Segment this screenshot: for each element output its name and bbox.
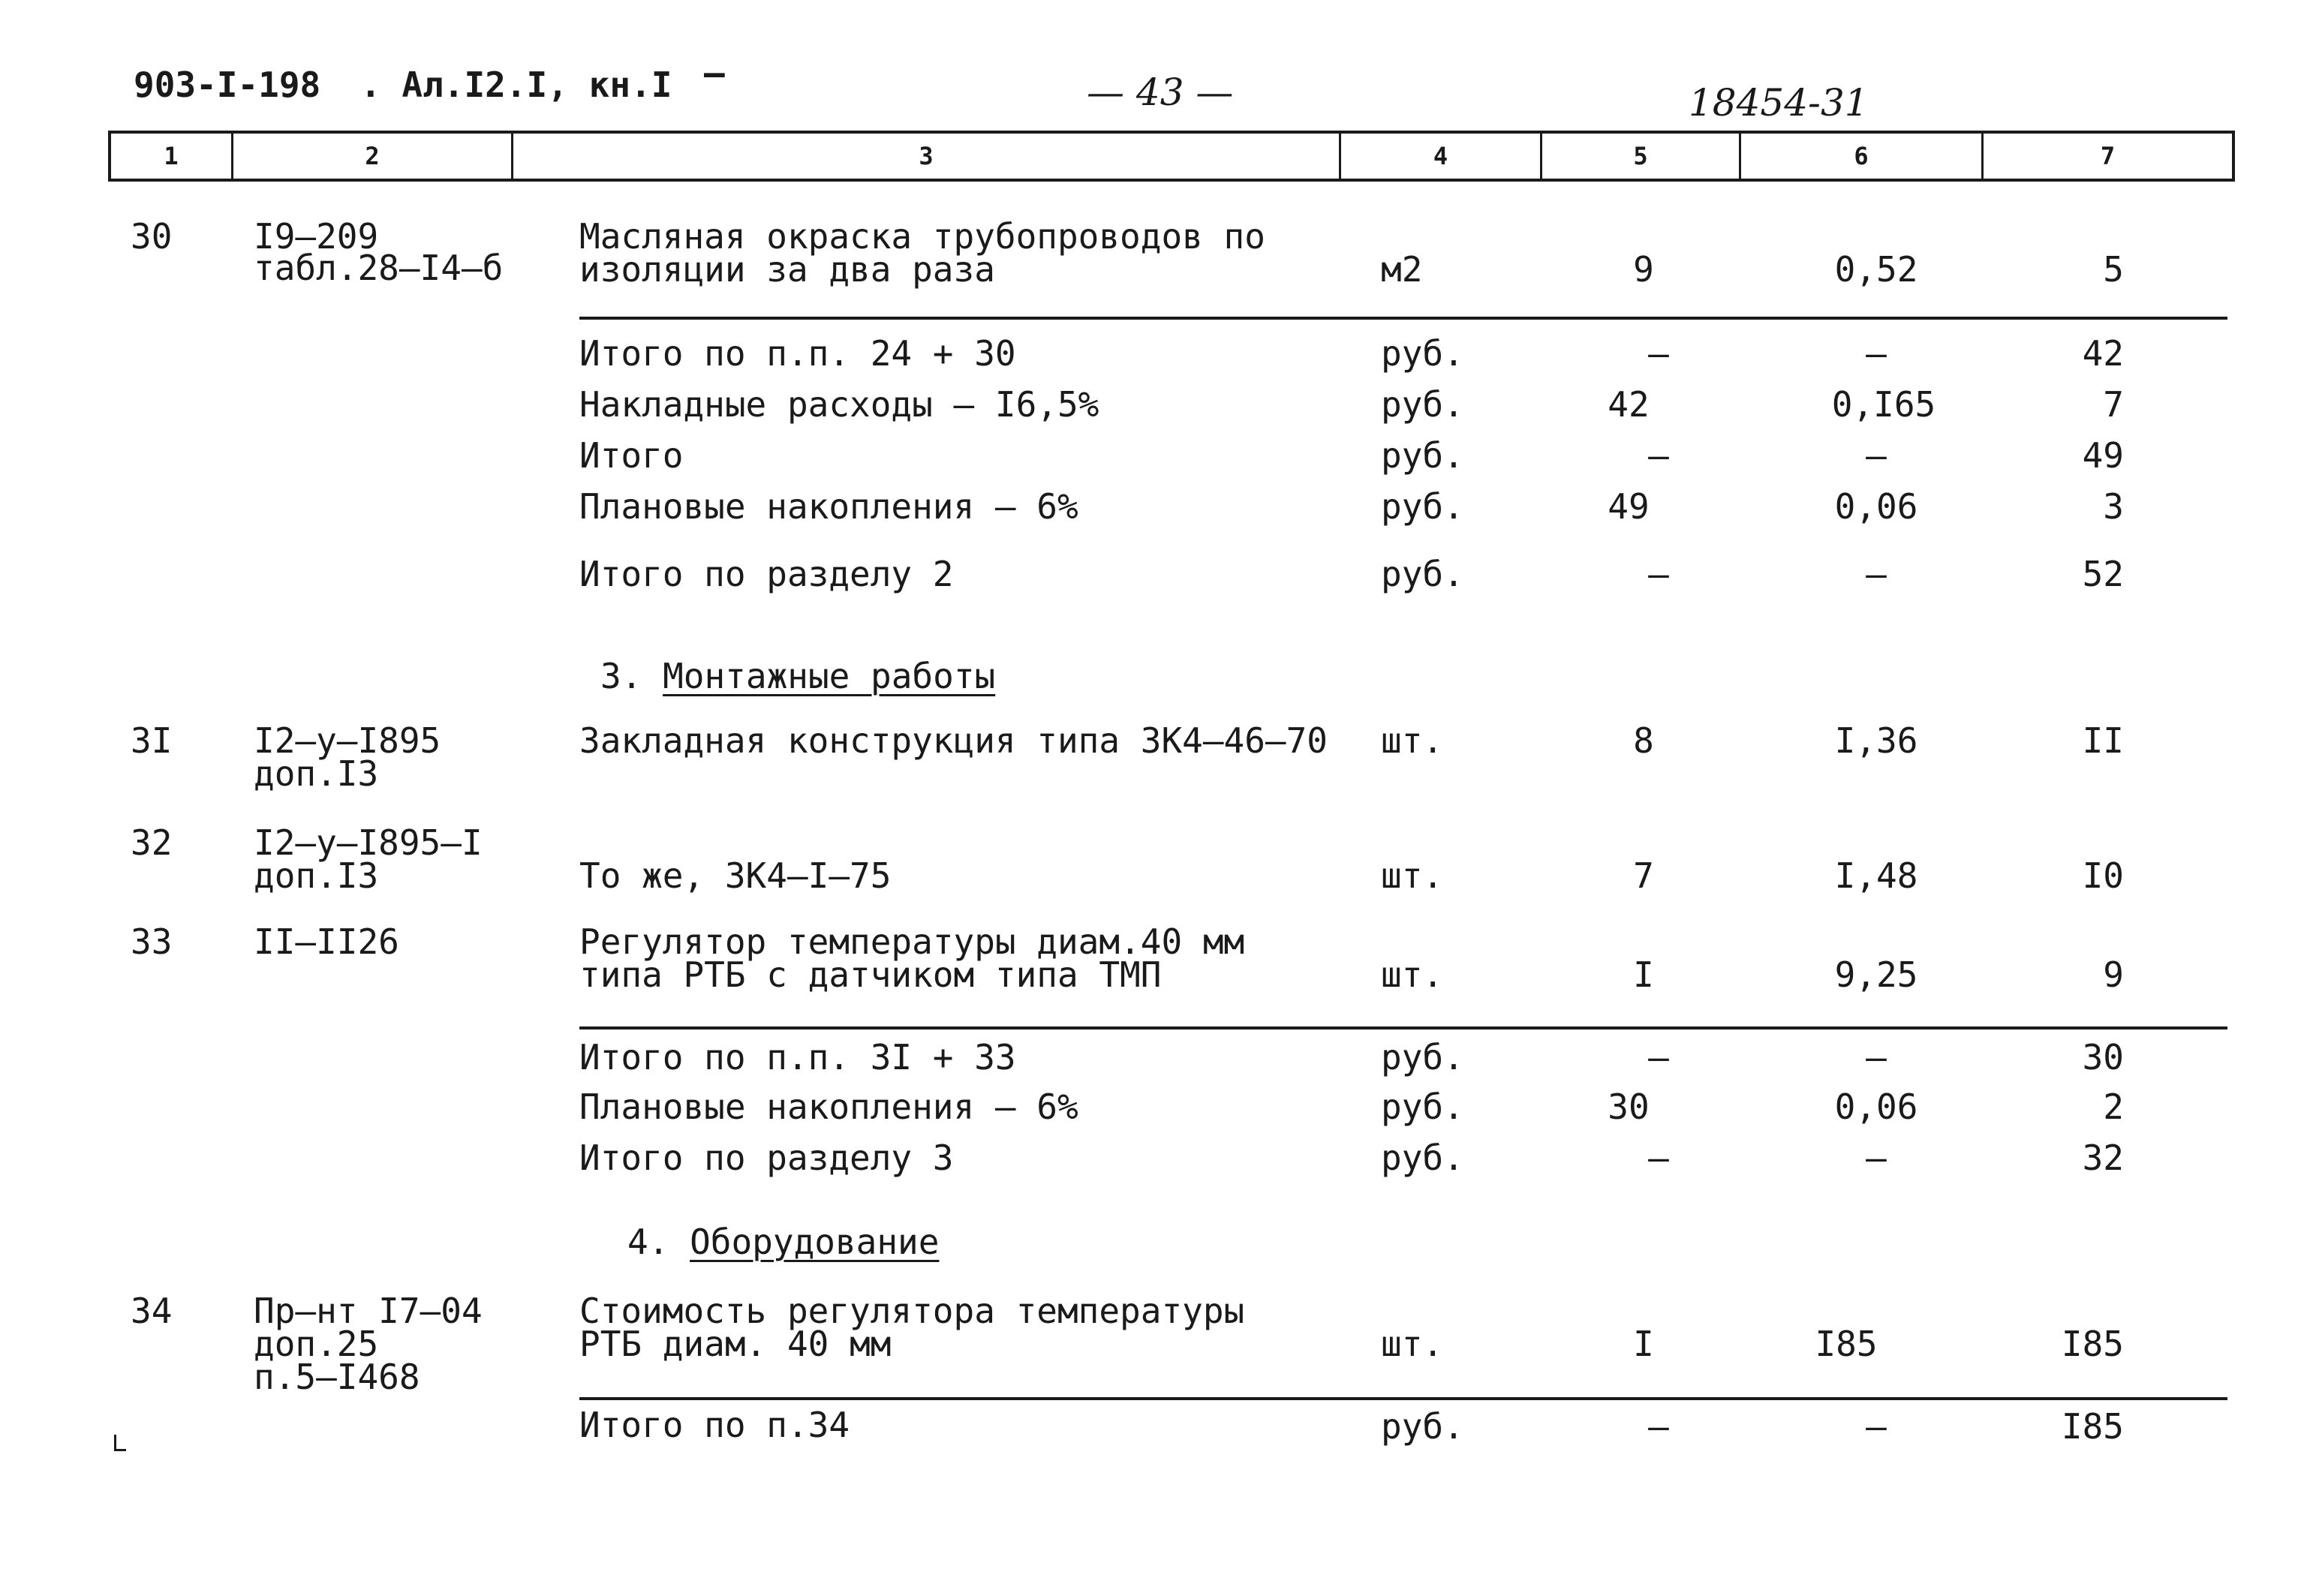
row-number: 32 bbox=[131, 822, 173, 863]
quantity: – bbox=[1648, 1037, 1669, 1078]
unit-price: I,48 bbox=[1834, 855, 1918, 896]
column-header-2: 2 bbox=[365, 142, 380, 170]
unit-price: I,36 bbox=[1834, 720, 1918, 761]
work-description: То же, ЗК4–I–75 bbox=[579, 855, 892, 896]
total-cost: 5 bbox=[2103, 249, 2124, 290]
unit: руб. bbox=[1381, 333, 1464, 374]
unit: руб. bbox=[1381, 435, 1464, 476]
unit-price: 0,52 bbox=[1834, 249, 1918, 290]
row-number: 3I bbox=[131, 720, 173, 761]
unit-price: 0,06 bbox=[1834, 1087, 1918, 1127]
quantity: I bbox=[1633, 1324, 1654, 1364]
column-header-table bbox=[108, 131, 2235, 182]
price-list-item: п.5–I468 bbox=[254, 1357, 420, 1397]
quantity: – bbox=[1648, 1138, 1669, 1178]
rate-code-supplement: доп.I3 bbox=[254, 855, 379, 896]
archive-stamp: 18454-31 bbox=[1689, 81, 1869, 125]
rate-code: I9–209 bbox=[254, 216, 379, 257]
quantity: – bbox=[1648, 435, 1669, 476]
total-cost: 2 bbox=[2103, 1087, 2124, 1127]
corner-mark bbox=[114, 1449, 126, 1451]
unit: руб. bbox=[1381, 384, 1464, 425]
rate-code-table: табл.28–I4–б bbox=[254, 248, 504, 288]
work-description: Закладная конструкция типа ЗК4–46–70 bbox=[579, 720, 1328, 761]
section-total-label: Итого по разделу 3 bbox=[579, 1138, 954, 1178]
rate-code-supplement: доп.I3 bbox=[254, 753, 379, 794]
quantity: 42 bbox=[1608, 384, 1650, 425]
quantity: 49 bbox=[1608, 486, 1650, 527]
total-cost: II bbox=[2082, 720, 2124, 761]
planned-savings-label: Плановые накопления – 6% bbox=[579, 1087, 1078, 1127]
quantity: – bbox=[1648, 333, 1669, 374]
work-description-cont: типа РТБ с датчиком типа ТМП bbox=[579, 954, 1162, 995]
column-header-7: 7 bbox=[2100, 142, 2116, 170]
total-cost: 30 bbox=[2082, 1037, 2124, 1078]
unit-price: 0,06 bbox=[1834, 486, 1918, 527]
total-cost: 42 bbox=[2082, 333, 2124, 374]
section-number: 3. bbox=[600, 656, 642, 696]
section-number: 4. bbox=[627, 1222, 669, 1262]
unit: руб. bbox=[1381, 1138, 1464, 1178]
quantity: 9 bbox=[1633, 249, 1654, 290]
section-title: Оборудование bbox=[690, 1222, 940, 1262]
total-cost: 7 bbox=[2103, 384, 2124, 425]
work-description: Стоимость регулятора температуры bbox=[579, 1291, 1245, 1331]
work-description-cont: РТБ диам. 40 мм bbox=[579, 1324, 892, 1364]
total-cost: 9 bbox=[2103, 954, 2124, 995]
subtotal-rule bbox=[579, 317, 2227, 320]
work-description: Масляная окраска трубопроводов по bbox=[579, 216, 1265, 257]
unit: руб. bbox=[1381, 486, 1464, 527]
column-header-5: 5 bbox=[1633, 142, 1648, 170]
unit-price: – bbox=[1866, 435, 1887, 476]
subtotal-rule bbox=[579, 1397, 2227, 1400]
unit-price: 0,I65 bbox=[1831, 384, 1936, 425]
price-list-supplement: доп.25 bbox=[254, 1324, 379, 1364]
column-header-3: 3 bbox=[919, 142, 934, 170]
section-heading-3 bbox=[600, 657, 995, 695]
section-total-label: Итого по разделу 2 bbox=[579, 554, 954, 594]
unit: руб. bbox=[1381, 1037, 1464, 1078]
total-cost: 52 bbox=[2082, 554, 2124, 594]
row-number: 33 bbox=[131, 921, 173, 962]
total-cost: 3 bbox=[2103, 486, 2124, 527]
quantity: – bbox=[1648, 554, 1669, 594]
quantity: 30 bbox=[1608, 1087, 1650, 1127]
price-list-code: Пр–нт I7–04 bbox=[254, 1291, 483, 1331]
unit: шт. bbox=[1381, 720, 1444, 761]
work-description: Регулятор температуры диам.40 мм bbox=[579, 921, 1245, 962]
column-header-4: 4 bbox=[1433, 142, 1448, 170]
unit-price: – bbox=[1866, 1138, 1887, 1178]
unit-price: – bbox=[1866, 333, 1887, 374]
subtotal-label: Итого по п.п. 3I + 33 bbox=[579, 1037, 1016, 1078]
unit: м2 bbox=[1381, 249, 1423, 290]
row-number: 30 bbox=[131, 216, 173, 257]
section-heading-4 bbox=[627, 1223, 939, 1261]
header-dash: – bbox=[704, 53, 725, 93]
subtotal-rule bbox=[579, 1026, 2227, 1029]
row-number: 34 bbox=[131, 1291, 173, 1331]
unit: руб. bbox=[1381, 1087, 1464, 1127]
quantity: 7 bbox=[1633, 855, 1654, 896]
total-cost: I0 bbox=[2082, 855, 2124, 896]
quantity: – bbox=[1648, 1406, 1669, 1447]
unit: руб. bbox=[1381, 554, 1464, 594]
document-reference: . Ал.I2.I, кн.I bbox=[360, 65, 672, 105]
quantity: 8 bbox=[1633, 720, 1654, 761]
total-cost: I85 bbox=[2061, 1406, 2124, 1447]
unit-price: – bbox=[1866, 1037, 1887, 1078]
overhead-label: Накладные расходы – I6,5% bbox=[579, 384, 1099, 425]
quantity: I bbox=[1633, 954, 1654, 995]
unit-price: I85 bbox=[1815, 1324, 1878, 1364]
planned-savings-label: Плановые накопления – 6% bbox=[579, 486, 1078, 527]
subtotal-label: Итого bbox=[579, 435, 684, 476]
total-cost: I85 bbox=[2061, 1324, 2124, 1364]
unit-price: – bbox=[1866, 1406, 1887, 1447]
page-number: — 43 — bbox=[1087, 71, 1234, 114]
rate-code: I2–у–I895–I bbox=[254, 822, 483, 863]
unit: руб. bbox=[1381, 1406, 1464, 1447]
unit-price: – bbox=[1866, 554, 1887, 594]
unit-price: 9,25 bbox=[1834, 954, 1918, 995]
unit: шт. bbox=[1381, 855, 1444, 896]
rate-code: I2–у–I895 bbox=[254, 720, 441, 761]
total-cost: 32 bbox=[2082, 1138, 2124, 1178]
work-description-cont: изоляции за два раза bbox=[579, 249, 995, 290]
unit: шт. bbox=[1381, 954, 1444, 995]
document-code: 903-I-198 bbox=[134, 65, 321, 105]
subtotal-label: Итого по п.п. 24 + 30 bbox=[579, 333, 1016, 374]
rate-code: II–II26 bbox=[254, 921, 399, 962]
unit: шт. bbox=[1381, 1324, 1444, 1364]
subtotal-label: Итого по п.34 bbox=[579, 1405, 850, 1445]
total-cost: 49 bbox=[2082, 435, 2124, 476]
section-title: Монтажные работы bbox=[663, 656, 996, 696]
column-header-1: 1 bbox=[164, 142, 179, 170]
column-header-6: 6 bbox=[1854, 142, 1869, 170]
